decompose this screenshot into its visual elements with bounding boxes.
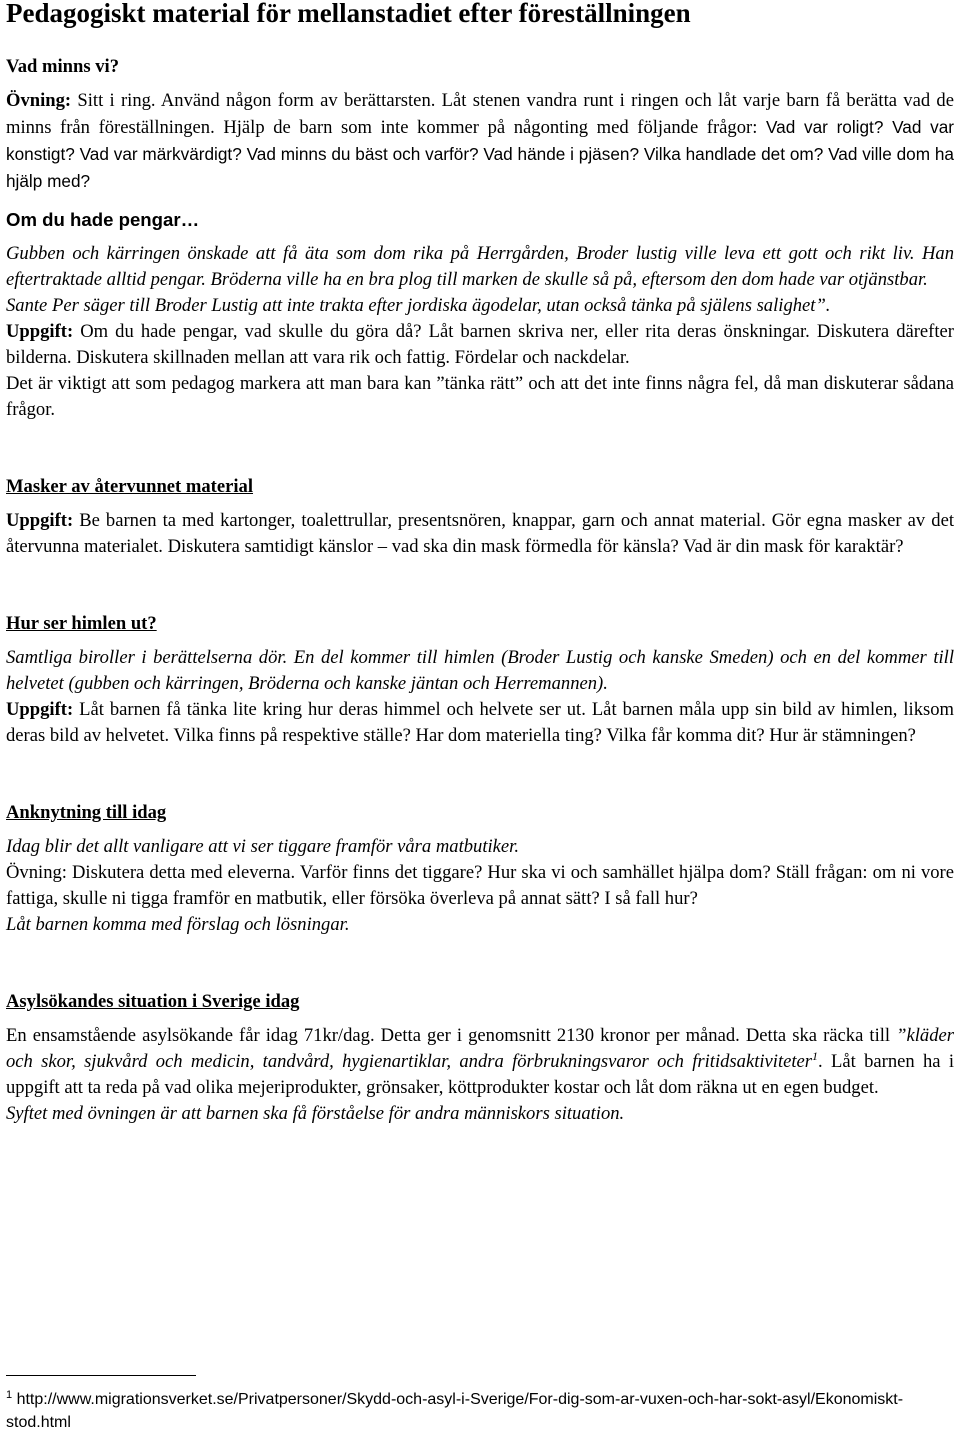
- quoted-list: ”kläder och skor, sjukvård och medicin, tandvård, hygienartiklar, andra förbrukningsvaror och fritidsaktiviteter: [6, 1025, 954, 1072]
- section-masker: [6, 474, 954, 560]
- section-heading: Anknytning till idag: [6, 802, 167, 823]
- exercise-label: Övning:: [6, 90, 72, 111]
- budget-paragraph: [6, 1023, 954, 1101]
- task-paragraph: [6, 319, 954, 371]
- story-italic-paragraph-2: Sante Per säger till Broder Lustig att inte trakta efter jordiska ägodelar, utan också tänka på själens salighet”.: [6, 295, 831, 316]
- section-om-du-hade-pengar: [6, 207, 954, 423]
- budget-text-2: . Låt barnen ha i uppgift att ta reda på vad olika mejeriprodukter, grönsaker, köttprodukter kostar och låt dom räkna ut en egen budget.: [6, 1051, 954, 1098]
- closing-italic: Låt barnen komma med förslag och lösningar.: [6, 914, 350, 935]
- footnote: [6, 1388, 954, 1434]
- questions-text: Vad var roligt? Vad var konstigt? Vad var märkvärdigt? Vad minns du bäst och varför? Vad hände i pjäsen? Vilka handlade det om? Vad ville dom ha hjälp med?: [6, 117, 954, 191]
- budget-text-1: En ensamstående asylsökande får idag 71kr/dag. Detta ger i genomsnitt 2130 kronor per månad. Detta ska räcka till: [6, 1025, 897, 1046]
- purpose-italic: Syftet med övningen är att barnen ska få förståelse för andra människors situation.: [6, 1103, 625, 1124]
- section-heading: Hur ser himlen ut?: [6, 613, 157, 634]
- exercise-paragraph: [6, 88, 954, 195]
- section-hur-ser-himlen-ut: [6, 611, 954, 749]
- task-label: Uppgift:: [6, 510, 74, 531]
- intro-italic: Idag blir det allt vanligare att vi ser tiggare framför våra matbutiker.: [6, 836, 520, 857]
- note-paragraph: Det är viktigt att som pedagog markera att man bara kan ”tänka rätt” och att det inte finns några fel, då man diskuterar sådana frågor.: [6, 373, 954, 420]
- footnote-url[interactable]: http://www.migrationsverket.se/Privatpersoner/Skydd-och-asyl-i-Sverige/For-dig-som-ar-vuxen-och-har-sokt-asyl/Ekonomiskt-stod.html: [6, 1391, 904, 1431]
- footnote-number: 1: [6, 1389, 13, 1401]
- task-label: Uppgift:: [6, 699, 74, 720]
- section-vad-minns-vi: [6, 54, 954, 195]
- section-heading: Vad minns vi?: [6, 56, 119, 77]
- task-paragraph: [6, 697, 954, 749]
- task-text: Om du hade pengar, vad skulle du göra då? Låt barnen skriva ner, eller rita deras önskningar. Diskutera därefter bilderna. Diskutera skillnaden mellan att vara rik och fattig. Fördelar och nackdelar.: [6, 321, 954, 368]
- footnote-separator: [6, 1375, 196, 1376]
- task-paragraph: [6, 508, 954, 560]
- task-text: Låt barnen få tänka lite kring hur deras himmel och helvete ser ut. Låt barnen måla upp sin bild av himlen, liksom deras bild av helvetet. Vilka finns på respektive ställe? Har dom materiella ting? Vilka får komma dit? Hur är stämningen?: [6, 699, 954, 746]
- section-asylsokande: [6, 989, 954, 1127]
- section-heading: Om du hade pengar…: [6, 209, 200, 230]
- section-heading: Masker av återvunnet material: [6, 476, 254, 497]
- exercise-paragraph: Övning: Diskutera detta med eleverna. Varför finns det tiggare? Hur ska vi och samhället hjälpa dom? Ställ frågan: om ni vore fattiga, skulle ni tigga framför en matbutik, eller försöka överleva på annat sätt? I så fall hur?: [6, 862, 954, 909]
- page-title: Pedagogiskt material för mellanstadiet efter föreställningen: [6, 0, 691, 28]
- exercise-text: Sitt i ring. Använd någon form av berättarsten. Låt stenen vandra runt i ringen och låt varje barn få berätta vad de minns från föreställningen. Hjälp de barn som inte kommer på någonting med följande frågor:: [6, 90, 954, 138]
- section-heading: Asylsökandes situation i Sverige idag: [6, 991, 300, 1012]
- task-label: Uppgift:: [6, 321, 74, 342]
- footnote-ref[interactable]: 1: [812, 1049, 819, 1063]
- task-text: Be barnen ta med kartonger, toalettrullar, presentsnören, knappar, garn och annat material. Gör egna masker av det återvunna materialet. Diskutera samtidigt känslor – vad ska din mask förmedla för känsla? Vad är din mask för karaktär?: [6, 510, 954, 557]
- story-italic-paragraph: Samtliga biroller i berättelserna dör. En del kommer till himlen (Broder Lustig och kanske Smeden) och en del kommer till helvetet (gubben och kärringen, Bröderna och kanske jäntan och Herremannen).: [6, 647, 954, 694]
- story-italic-paragraph: Gubben och kärringen önskade att få äta som dom rika på Herrgården, Broder lustig ville leva ett gott och rikt liv. Han eftertraktade alltid pengar. Bröderna ville ha en bra plog till marken de skulle så på, eftersom den dom hade var otjänstbar.: [6, 243, 954, 290]
- section-anknytning: [6, 800, 954, 938]
